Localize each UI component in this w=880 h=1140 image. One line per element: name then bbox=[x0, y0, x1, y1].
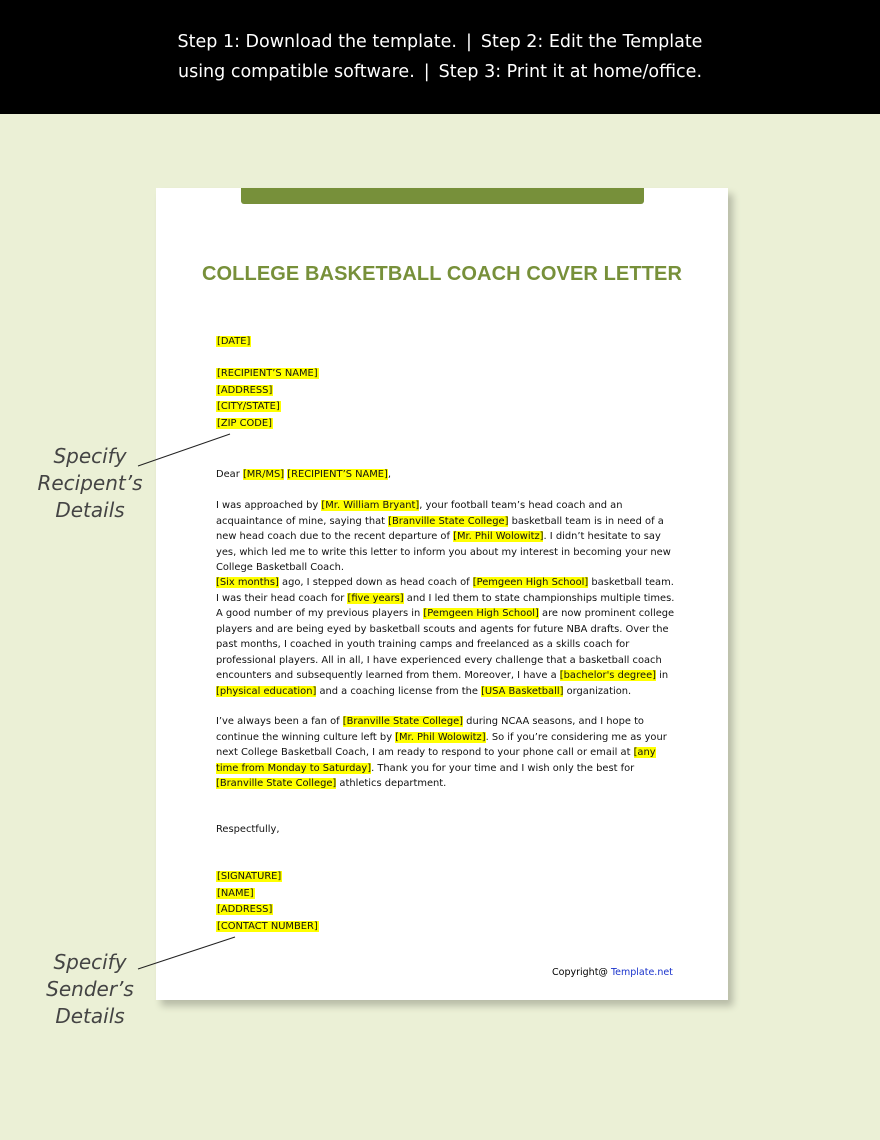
p2-text: organization. bbox=[563, 685, 632, 697]
p2-placeholder[interactable]: [Pemgeen High School] bbox=[472, 577, 589, 588]
p1-text: I was approached by bbox=[216, 500, 322, 511]
p3-text: . So if you’re considering me as your next College Basketball Coach, I am ready to respond to your phone call or email at bbox=[216, 731, 667, 758]
banner-separator: | bbox=[465, 32, 472, 52]
banner-separator: | bbox=[423, 62, 430, 82]
paragraph-3 bbox=[216, 714, 676, 792]
sender-callout bbox=[24, 949, 156, 1030]
greeting-comma: , bbox=[387, 469, 392, 480]
paragraph-2 bbox=[216, 575, 676, 699]
p2-text: basketball team. I was their head coach for bbox=[216, 577, 674, 604]
p2-text: ago, I stepped down as head coach of bbox=[278, 577, 473, 588]
banner-line-1 bbox=[0, 27, 880, 57]
callout-line: Specify bbox=[53, 950, 127, 974]
date-placeholder[interactable]: [DATE] bbox=[217, 336, 251, 347]
step-2-text-b: using compatible software. bbox=[177, 62, 415, 82]
callout-line: Recipent’s bbox=[37, 471, 143, 495]
recipient-name-placeholder[interactable]: [RECIPIENT’S NAME] bbox=[217, 368, 318, 379]
p3-placeholder[interactable]: [Mr. Phil Wolowitz] bbox=[395, 731, 486, 743]
copyright bbox=[552, 967, 673, 978]
recipient-city-placeholder[interactable]: [CITY/STATE] bbox=[217, 401, 280, 413]
p2-text: in bbox=[656, 670, 669, 681]
greeting-title-placeholder[interactable]: [MR/MS] bbox=[242, 469, 285, 480]
p3-placeholder[interactable]: [any time from Monday to Saturday] bbox=[216, 747, 656, 774]
p1-placeholder[interactable]: [Mr. Phil Wolowitz] bbox=[453, 531, 544, 542]
callout-line: Details bbox=[55, 1004, 125, 1028]
copyright-link[interactable]: Template.net bbox=[610, 967, 673, 978]
p2-placeholder[interactable]: [Six months] bbox=[216, 577, 279, 588]
sender-name-placeholder[interactable]: [NAME] bbox=[217, 887, 254, 899]
date-block bbox=[216, 334, 251, 351]
greeting-dear: Dear bbox=[216, 469, 240, 480]
p2-placeholder[interactable]: [Pemgeen High School] bbox=[423, 608, 539, 619]
banner-line-2 bbox=[0, 57, 880, 87]
p1-text: basketball team is in need of a new head coach due to the recent departure of bbox=[216, 515, 664, 542]
p3-text: I’ve always been a fan of bbox=[216, 716, 343, 727]
greeting bbox=[216, 467, 676, 483]
p2-placeholder[interactable]: [physical education] bbox=[216, 685, 317, 697]
sender-block bbox=[216, 869, 319, 936]
recipient-address-placeholder[interactable]: [ADDRESS] bbox=[217, 384, 273, 396]
step-2-text-a: Step 2: Edit the Template bbox=[480, 32, 703, 52]
recipient-callout bbox=[24, 443, 156, 524]
p2-text: are now prominent college players and are being eyed by basketball scouts and agents for future NBA drafts. Over the past months, I coached in youth training camps and freelanced as a skills coach for professional players. All in all, I have experienced every challenge that a basketball coach encounters and subsequently learned from them. Moreover, I have a bbox=[216, 608, 675, 681]
p1-text: . I didn’t hesitate to say yes, which led me to write this letter to inform you about my interest in becoming your new College Basketball Coach. bbox=[216, 531, 671, 573]
p3-text: athletics department. bbox=[336, 778, 447, 789]
recipient-block bbox=[216, 366, 319, 433]
closing: Respectfully, bbox=[216, 824, 280, 835]
signature-placeholder[interactable]: [SIGNATURE] bbox=[217, 871, 282, 882]
contact-number-placeholder[interactable]: [CONTACT NUMBER] bbox=[217, 921, 318, 933]
p3-text: during NCAA seasons, and I hope to continue the winning culture left by bbox=[216, 716, 644, 743]
p1-text: , your football team’s head coach and an acquaintance of mine, saying that bbox=[216, 500, 623, 527]
letter-page bbox=[156, 188, 728, 1000]
recipient-zip-placeholder[interactable]: [ZIP CODE] bbox=[217, 418, 272, 430]
callout-line: Specify bbox=[53, 444, 127, 468]
p3-placeholder[interactable]: [Branville State College] bbox=[216, 778, 337, 789]
copyright-label: Copyright@ bbox=[552, 967, 611, 978]
paragraph-1 bbox=[216, 498, 676, 576]
step-1-text: Step 1: Download the template. bbox=[177, 32, 457, 52]
p3-text: . Thank you for your time and I wish only the best for bbox=[371, 762, 635, 774]
p2-text: and I led them to state championships multiple times. A good number of my previous players in bbox=[216, 592, 675, 619]
greeting-name-placeholder[interactable]: [RECIPIENT’S NAME] bbox=[287, 469, 388, 480]
accent-top-bar bbox=[241, 188, 644, 204]
p2-text: and a coaching license from the bbox=[316, 685, 482, 697]
callout-line: Sender’s bbox=[46, 977, 134, 1001]
callout-line: Details bbox=[55, 498, 125, 522]
p2-placeholder[interactable]: [USA Basketball] bbox=[481, 685, 564, 697]
top-banner bbox=[0, 0, 880, 114]
p2-placeholder[interactable]: [bachelor's degree] bbox=[559, 670, 657, 681]
p2-placeholder[interactable]: [five years] bbox=[347, 592, 404, 604]
sender-address-placeholder[interactable]: [ADDRESS] bbox=[217, 904, 273, 916]
p3-placeholder[interactable]: [Branville State College] bbox=[342, 716, 464, 727]
p1-placeholder[interactable]: [Branville State College] bbox=[388, 515, 509, 527]
document-title: COLLEGE BASKETBALL COACH COVER LETTER bbox=[201, 263, 682, 285]
p1-placeholder[interactable]: [Mr. William Bryant] bbox=[321, 500, 420, 511]
step-3-text: Step 3: Print it at home/office. bbox=[438, 62, 703, 82]
